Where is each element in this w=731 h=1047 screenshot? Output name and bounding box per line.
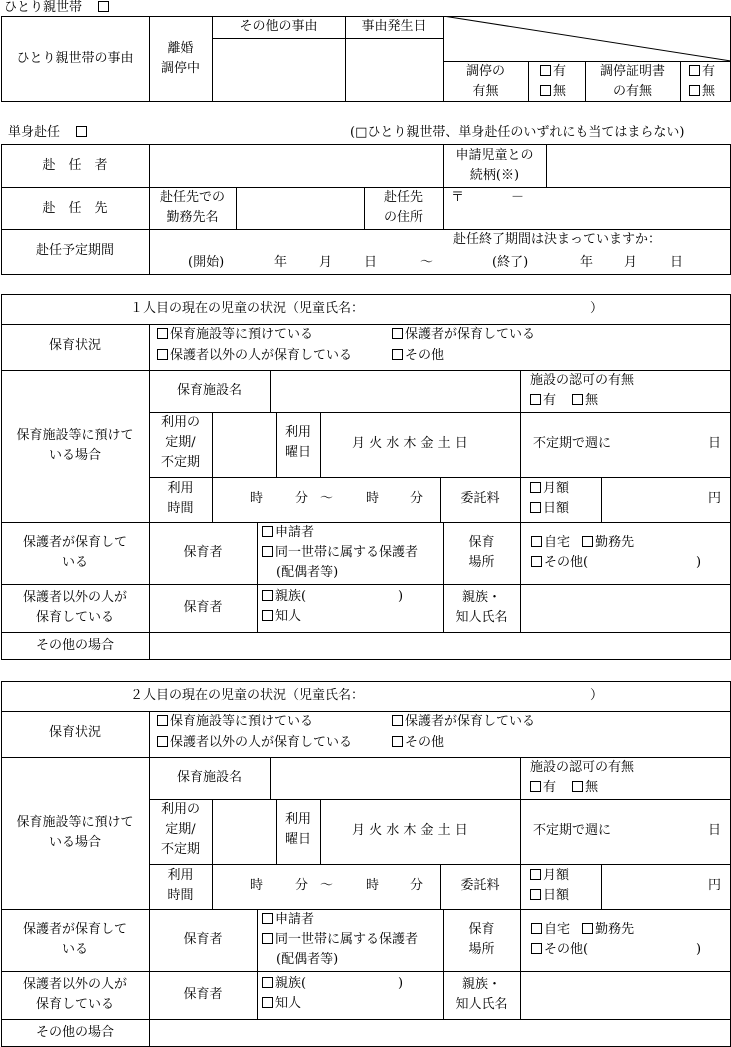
destination-label: 赴 任 先 xyxy=(42,201,108,216)
opt-other-checkbox[interactable] xyxy=(392,736,403,747)
workplace-label-2: 勤務先名 xyxy=(166,210,219,225)
usage-days-label-2: 曜日 xyxy=(284,832,311,847)
usage-time-label-2: 時間 xyxy=(167,501,194,516)
opt-facility-checkbox[interactable] xyxy=(157,328,168,339)
opt-guardian-label: 保護者が保育している xyxy=(405,327,536,342)
end-month[interactable]: 月 xyxy=(624,255,638,270)
occurrence-date-field[interactable] xyxy=(346,39,442,101)
period-end-label: (終了) xyxy=(492,255,529,270)
place-other-label: その他( xyxy=(544,555,589,570)
place-home-label: 自宅 xyxy=(544,922,571,937)
time-tilde: ～ xyxy=(320,491,334,506)
usage-time-label-1: 利用 xyxy=(167,481,194,496)
non-guardian-caregiver-label: 保育者 xyxy=(183,600,223,615)
other-reason-header: その他の事由 xyxy=(239,19,318,34)
facility-case-2: いる場合 xyxy=(48,835,101,850)
single-parent-header: ひとり親世帯 xyxy=(4,0,83,15)
caregiver-label: 保育者 xyxy=(183,932,223,947)
license-no-label: 無 xyxy=(585,393,599,408)
opt-other-checkbox[interactable] xyxy=(392,349,403,360)
non-guardian-case-2: 保育している xyxy=(35,610,114,625)
household-guardian-label: 同一世帯に属する保護者 xyxy=(275,545,419,560)
period-label: 赴任予定期間 xyxy=(35,243,114,258)
status-label: 保育状況 xyxy=(48,338,101,353)
person-field[interactable] xyxy=(150,145,442,186)
spouse-note: (配偶者等) xyxy=(276,952,339,967)
fee-label: 委託料 xyxy=(460,491,500,506)
opt-other-label: その他 xyxy=(405,348,445,363)
place-workplace-label: 勤務先 xyxy=(595,535,635,550)
relation-label-2: 続柄(※) xyxy=(469,168,520,183)
facility-case-1: 保育施設等に預けて xyxy=(16,815,134,830)
non-guardian-case-1: 保護者以外の人が xyxy=(22,977,127,992)
usage-type-3: 不定期 xyxy=(160,842,200,857)
guardian-case-2: いる xyxy=(61,555,88,570)
reason-label: ひとり親世帯の事由 xyxy=(16,51,134,66)
facility-name-label: 保育施設名 xyxy=(176,383,242,398)
fee-monthly-label: 月額 xyxy=(543,868,570,883)
place-label-1: 保育 xyxy=(468,922,495,937)
certificate-yes-label: 有 xyxy=(702,64,716,79)
non-guardian-caregiver-label: 保育者 xyxy=(183,987,223,1002)
relative-name-label-1: 親族・ xyxy=(461,590,501,605)
household-guardian-checkbox[interactable] xyxy=(262,933,273,944)
place-home-checkbox[interactable] xyxy=(531,923,542,934)
fee-daily-checkbox[interactable] xyxy=(530,502,541,513)
relative-label: 親族( xyxy=(275,976,307,991)
relative-name-field[interactable] xyxy=(521,972,730,1018)
usage-type-3: 不定期 xyxy=(160,455,200,470)
household-guardian-checkbox[interactable] xyxy=(262,546,273,557)
workplace-field[interactable] xyxy=(237,188,363,228)
irregular-label: 不定期で週に xyxy=(533,823,612,838)
license-yes-checkbox[interactable] xyxy=(530,781,541,792)
usage-days-label-1: 利用 xyxy=(284,812,311,827)
place-other-close: ) xyxy=(696,555,702,570)
period-question: 赴任終了期間は決まっていますか： xyxy=(453,232,662,247)
weekday-options[interactable]: 月 火 水 木 金 土 日 xyxy=(352,823,468,838)
irregular-day-unit: 日 xyxy=(708,823,722,838)
postal-dash: － xyxy=(511,190,525,205)
acquaintance-label: 知人 xyxy=(275,609,302,624)
usage-type-1: 利用の xyxy=(160,802,200,817)
place-label-2: 場所 xyxy=(468,555,495,570)
place-home-label: 自宅 xyxy=(544,535,571,550)
fee-daily-label: 日額 xyxy=(543,888,570,903)
start-month[interactable]: 月 xyxy=(319,255,333,270)
opt-facility-label: 保育施設等に預けている xyxy=(170,714,314,729)
mediation-no-label: 無 xyxy=(553,84,567,99)
opt-other-label: その他 xyxy=(405,735,445,750)
fee-amount-field[interactable] xyxy=(602,478,702,521)
place-workplace-checkbox[interactable] xyxy=(582,536,593,547)
certificate-no-checkbox[interactable] xyxy=(689,85,700,96)
fee-amount-field[interactable] xyxy=(602,865,702,908)
non-guardian-case-2: 保育している xyxy=(35,997,114,1012)
end-day[interactable]: 日 xyxy=(670,255,684,270)
relation-field[interactable] xyxy=(547,145,730,186)
time-start-minute[interactable]: 分 xyxy=(295,878,309,893)
acquaintance-checkbox[interactable] xyxy=(262,610,273,621)
yen-unit: 円 xyxy=(708,878,722,893)
address-field[interactable] xyxy=(444,188,730,228)
other-case-field[interactable] xyxy=(150,1020,730,1046)
time-end-minute[interactable]: 分 xyxy=(410,491,424,506)
opt-facility-checkbox[interactable] xyxy=(157,715,168,726)
occurrence-date-header: 事由発生日 xyxy=(361,19,427,34)
person-label: 赴 任 者 xyxy=(42,158,108,173)
mediation-presence-2: 有無 xyxy=(472,84,499,99)
other-reason-field[interactable] xyxy=(213,39,344,101)
child-title-close: ） xyxy=(590,301,604,316)
child-2-section xyxy=(0,681,731,1047)
other-case-field[interactable] xyxy=(150,633,730,659)
opt-non-guardian-label: 保護者以外の人が保育している xyxy=(170,735,353,750)
relative-name-label-2: 知人氏名 xyxy=(455,997,508,1012)
child-title: ２人目の現在の児童の状況（児童氏名： xyxy=(130,688,365,703)
applicant-label: 申請者 xyxy=(275,525,315,540)
time-start-hour[interactable]: 時 xyxy=(250,491,264,506)
spouse-note: (配偶者等) xyxy=(276,565,339,580)
fee-monthly-label: 月額 xyxy=(543,481,570,496)
opt-non-guardian-checkbox[interactable] xyxy=(157,349,168,360)
none-applicable-note[interactable]: (□ひとり親世帯、単身赴任のいずれにも当てはまらない) xyxy=(350,125,685,140)
place-label-2: 場所 xyxy=(468,942,495,957)
certificate-presence-1: 調停証明書 xyxy=(599,64,665,79)
mediation-yes-label: 有 xyxy=(553,64,567,79)
opt-non-guardian-label: 保護者以外の人が保育している xyxy=(170,348,353,363)
yen-unit: 円 xyxy=(708,491,722,506)
place-workplace-checkbox[interactable] xyxy=(582,923,593,934)
assignment-checkbox[interactable] xyxy=(76,126,87,137)
time-end-hour[interactable]: 時 xyxy=(366,878,380,893)
usage-type-2: 定期/ xyxy=(165,822,196,837)
license-no-checkbox[interactable] xyxy=(572,394,583,405)
child-title-close: ） xyxy=(590,688,604,703)
relative-checkbox[interactable] xyxy=(262,977,273,988)
usage-type-field[interactable] xyxy=(213,413,275,476)
place-home-checkbox[interactable] xyxy=(531,536,542,547)
place-label-1: 保育 xyxy=(468,535,495,550)
license-yes-label: 有 xyxy=(543,780,557,795)
caregiver-label: 保育者 xyxy=(183,545,223,560)
opt-guardian-checkbox[interactable] xyxy=(392,715,403,726)
place-other-label: その他( xyxy=(544,942,589,957)
status-label: 保育状況 xyxy=(48,725,101,740)
relative-name-label-1: 親族・ xyxy=(461,977,501,992)
mediation-no-checkbox[interactable] xyxy=(540,85,551,96)
non-guardian-case-1: 保護者以外の人が xyxy=(22,590,127,605)
fee-daily-label: 日額 xyxy=(543,501,570,516)
usage-time-label-2: 時間 xyxy=(167,888,194,903)
child-title: １人目の現在の児童の状況（児童氏名： xyxy=(130,301,365,316)
relative-name-field[interactable] xyxy=(521,585,730,631)
guardian-case-1: 保護者が保育して xyxy=(22,922,127,937)
fee-label: 委託料 xyxy=(460,878,500,893)
license-no-checkbox[interactable] xyxy=(572,781,583,792)
relative-checkbox[interactable] xyxy=(262,590,273,601)
household-guardian-label: 同一世帯に属する保護者 xyxy=(275,932,419,947)
assignment-header: 単身赴任 xyxy=(8,125,61,140)
relative-name-label-2: 知人氏名 xyxy=(455,610,508,625)
license-yes-label: 有 xyxy=(543,393,557,408)
relative-close: ) xyxy=(398,976,404,991)
mediation-presence-1: 調停の xyxy=(465,64,505,79)
certificate-yes-checkbox[interactable] xyxy=(689,65,700,76)
child-1-section xyxy=(0,294,731,661)
place-workplace-label: 勤務先 xyxy=(595,922,635,937)
period-start-label: (開始) xyxy=(188,255,225,270)
certificate-presence-2: の有無 xyxy=(612,84,652,99)
opt-guardian-checkbox[interactable] xyxy=(392,328,403,339)
fee-monthly-checkbox[interactable] xyxy=(530,482,541,493)
applicant-label: 申請者 xyxy=(275,912,315,927)
opt-facility-label: 保育施設等に預けている xyxy=(170,327,314,342)
license-label: 施設の認可の有無 xyxy=(530,373,635,388)
weekday-options[interactable]: 月 火 水 木 金 土 日 xyxy=(352,436,468,451)
mediation-yes-checkbox[interactable] xyxy=(540,65,551,76)
guardian-case-1: 保護者が保育して xyxy=(22,535,127,550)
facility-case-2: いる場合 xyxy=(48,448,101,463)
fee-daily-checkbox[interactable] xyxy=(530,889,541,900)
guardian-case-2: いる xyxy=(61,942,88,957)
divorce-label-2: 調停中 xyxy=(160,61,200,76)
opt-guardian-label: 保護者が保育している xyxy=(405,714,536,729)
usage-type-2: 定期/ xyxy=(165,435,196,450)
usage-days-label-1: 利用 xyxy=(284,425,311,440)
workplace-label-1: 赴任先での xyxy=(159,190,225,205)
start-day[interactable]: 日 xyxy=(364,255,378,270)
fee-monthly-checkbox[interactable] xyxy=(530,869,541,880)
place-other-checkbox[interactable] xyxy=(531,943,542,954)
time-tilde: ～ xyxy=(320,878,334,893)
license-label: 施設の認可の有無 xyxy=(530,760,635,775)
facility-name-field[interactable] xyxy=(271,758,519,798)
single-parent-checkbox[interactable] xyxy=(98,1,109,12)
facility-name-label: 保育施設名 xyxy=(176,770,242,785)
divorce-label-1: 離婚 xyxy=(167,41,194,56)
child-name-field[interactable] xyxy=(390,297,590,321)
place-other-close: ) xyxy=(696,942,702,957)
relation-label-1: 申請児童との xyxy=(455,148,534,163)
other-case-label: その他の場合 xyxy=(35,638,114,653)
address-label-1: 赴任先 xyxy=(383,190,423,205)
opt-non-guardian-checkbox[interactable] xyxy=(157,736,168,747)
acquaintance-checkbox[interactable] xyxy=(262,997,273,1008)
usage-time-label-1: 利用 xyxy=(167,868,194,883)
place-other-checkbox[interactable] xyxy=(531,556,542,567)
address-label-2: の住所 xyxy=(383,210,423,225)
other-case-label: その他の場合 xyxy=(35,1025,114,1040)
usage-days-label-2: 曜日 xyxy=(284,445,311,460)
usage-type-field[interactable] xyxy=(213,800,275,863)
time-start-minute[interactable]: 分 xyxy=(295,491,309,506)
applicant-checkbox[interactable] xyxy=(262,526,273,537)
postal-mark: 〒 xyxy=(451,190,465,205)
time-end-minute[interactable]: 分 xyxy=(410,878,424,893)
license-no-label: 無 xyxy=(585,780,599,795)
usage-type-1: 利用の xyxy=(160,415,200,430)
facility-case-1: 保育施設等に預けて xyxy=(16,428,134,443)
period-tilde: ～ xyxy=(420,255,434,270)
applicant-checkbox[interactable] xyxy=(262,913,273,924)
irregular-label: 不定期で週に xyxy=(533,436,612,451)
certificate-no-label: 無 xyxy=(702,84,716,99)
time-end-hour[interactable]: 時 xyxy=(366,491,380,506)
time-start-hour[interactable]: 時 xyxy=(250,878,264,893)
license-yes-checkbox[interactable] xyxy=(530,394,541,405)
relative-label: 親族( xyxy=(275,589,307,604)
end-year[interactable]: 年 xyxy=(580,255,594,270)
child-name-field[interactable] xyxy=(390,684,590,708)
diagonal-line xyxy=(443,16,731,62)
relative-close: ) xyxy=(398,589,404,604)
facility-name-field[interactable] xyxy=(271,371,519,411)
start-year[interactable]: 年 xyxy=(274,255,288,270)
acquaintance-label: 知人 xyxy=(275,996,302,1011)
irregular-day-unit: 日 xyxy=(708,436,722,451)
